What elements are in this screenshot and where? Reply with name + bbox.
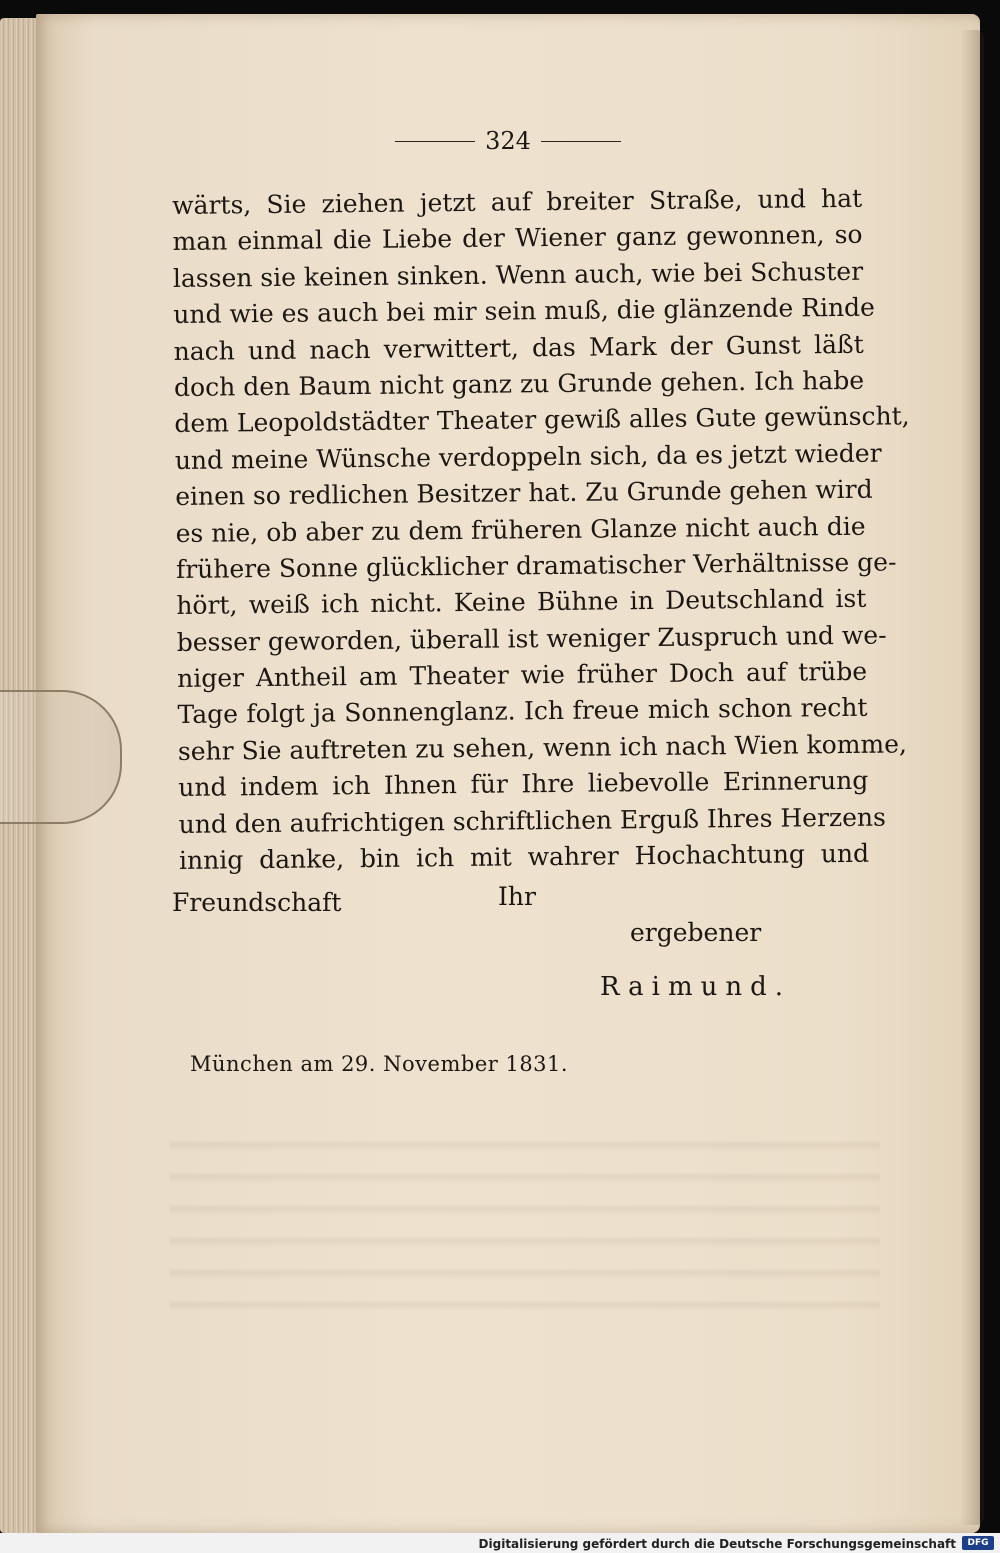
text-line: man einmal die Liebe der Wiener ganz gewonnen, so (172, 220, 863, 257)
text-line: einen so redlichen Besitzer hat. Zu Grunde gehen wird (175, 474, 873, 512)
text-line: innig danke, bin ich mit wahrer Hochachtung und (178, 838, 870, 875)
date-place-line: München am 29. November 1831. (190, 1052, 569, 1076)
text-line: und wie es auch bei mir sein muß, die glänzende Rinde (173, 292, 876, 330)
header-rule-right (541, 141, 621, 142)
text-line: es nie, ob aber zu dem früheren Glanze nicht auch die (175, 511, 866, 548)
text-line: Tage folgt ja Sonnenglanz. Ich freue mich schon recht (177, 693, 868, 730)
page-header (388, 124, 628, 158)
dfg-logo-icon: DFG (962, 1536, 994, 1550)
closing-ihr: Ihr (498, 882, 536, 911)
book-clip (0, 690, 122, 824)
show-through-bleed (170, 1120, 880, 1310)
closing-freundschaft: Freundschaft (172, 888, 342, 917)
text-line: sehr Sie auftreten zu sehen, wenn ich nach Wien komme, (177, 729, 908, 766)
header-rule-left (395, 141, 475, 142)
text-line: frühere Sonne glücklicher dramatischer Verhältnisse ge- (175, 547, 897, 584)
text-line: niger Antheil am Theater wie früher Doch auf trübe (176, 656, 868, 694)
page-shadow (960, 30, 984, 1525)
text-line: und indem ich Ihnen für Ihre liebevolle Erinnerung (178, 765, 869, 803)
text-line: doch den Baum nicht ganz zu Grunde gehen. Ich habe (173, 365, 865, 402)
footer-credit: Digitalisierung gefördert durch die Deutsche Forschungsgemeinschaft (478, 1537, 956, 1551)
signature: Raimund. (600, 972, 792, 1002)
text-line: nach und nach verwittert, das Mark der Gunst läßt (173, 329, 864, 366)
text-line: besser geworden, überall ist weniger Zuspruch und we- (176, 620, 887, 657)
text-line: dem Leopoldstädter Theater gewiß alles Gute gewünscht, (174, 401, 910, 439)
letter-body (172, 181, 910, 880)
text-line: wärts, Sie ziehen jetzt auf breiter Straße, und hat (172, 183, 863, 220)
text-line: und den aufrichtigen schriftlichen Erguß Ihres Herzens (178, 802, 886, 839)
text-line: und meine Wünsche verdoppeln sich, da es jetzt wieder (174, 438, 882, 475)
text-line: lassen sie keinen sinken. Wenn auch, wie bei Schuster (172, 256, 864, 293)
page-number: 324 (485, 127, 531, 155)
text-line: hört, weiß ich nicht. Keine Bühne in Deutschland ist (176, 584, 867, 621)
closing-ergebener: ergebener (630, 918, 762, 947)
